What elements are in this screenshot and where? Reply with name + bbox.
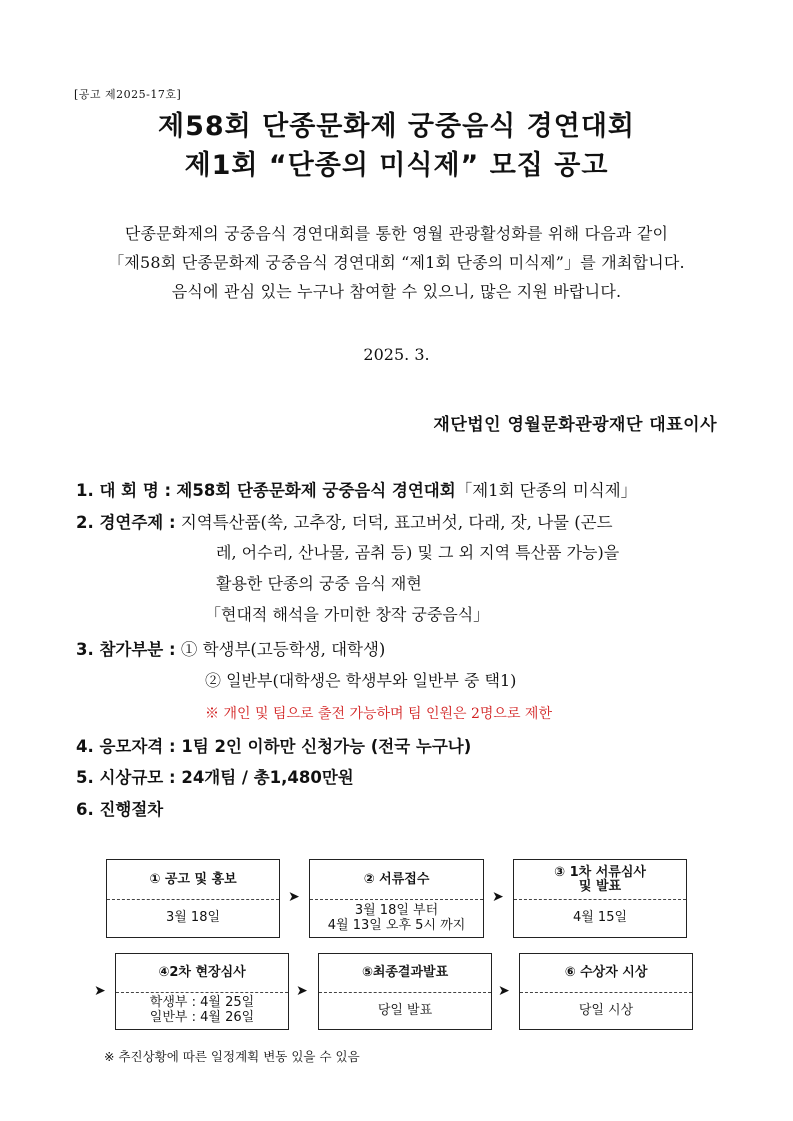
step-title-line: ③ 1차 서류심사 [554, 864, 646, 880]
item-label: 5. 시상규모 : [76, 768, 176, 787]
item-label: 3. 참가부분 : [76, 640, 176, 659]
step-title: ⑤최종결과발표 [319, 954, 491, 993]
footnote: ※ 추진상황에 따른 일정계획 변동 있을 수 있음 [104, 1049, 360, 1064]
process-step-6 [519, 953, 693, 1030]
item-label: 1. 대 회 명 : [76, 481, 172, 500]
process-step-3 [513, 859, 687, 938]
page-title: 제58회 단종문화제 궁중음식 경연대회 [157, 111, 635, 142]
process-step-4 [115, 953, 289, 1030]
item-label: 6. 진행절차 [76, 800, 164, 819]
item-category [76, 636, 385, 660]
item-eligibility [76, 733, 471, 757]
process-step-1 [106, 859, 280, 938]
item-value: 24개팀 / 총1,480만원 [181, 768, 354, 787]
theme-line: 레, 어수리, 산나물, 곰취 등) 및 그 외 지역 특산품 가능)을 [216, 543, 620, 562]
announcement-date: 2025. 3. [363, 345, 430, 364]
step-title: ⑥ 수상자 시상 [520, 954, 692, 993]
arrow-icon: ➤ [492, 889, 504, 905]
step-title-line: 및 발표 [578, 878, 622, 894]
item-theme [76, 509, 613, 533]
item-label: 4. 응모자격 : [76, 737, 176, 756]
item-value: ① 학생부(고등학생, 대학생) [180, 640, 386, 659]
step-title [514, 860, 686, 900]
theme-line: 「현대적 해석을 가미한 창작 궁중음식」 [205, 605, 490, 624]
step-title: ① 공고 및 홍보 [107, 860, 279, 900]
arrow-icon: ➤ [296, 983, 308, 999]
theme-line: 활용한 단종의 궁중 음식 재현 [216, 574, 422, 593]
item-process [76, 796, 163, 820]
process-step-5 [318, 953, 492, 1030]
step-detail: 3월 18일 부터 [354, 902, 439, 918]
item-prize [76, 764, 354, 788]
item-value: 1팀 2인 이하만 신청가능 (전국 누구나) [181, 737, 472, 756]
notice-number: [공고 제2025-17호] [74, 88, 182, 101]
step-detail: 당일 발표 [377, 1002, 433, 1018]
arrow-icon: ➤ [288, 889, 300, 905]
category-note: ※ 개인 및 팀으로 출전 가능하며 팀 인원은 2명으로 제한 [205, 706, 552, 722]
step-detail: 3월 18일 [165, 910, 221, 925]
step-detail: 학생부 : 4월 25일 [149, 995, 255, 1010]
step-title: ④2차 현장심사 [116, 954, 288, 993]
step-detail: 4월 13일 오후 5시 까지 [327, 917, 466, 933]
item-event-name [76, 477, 637, 501]
arrow-icon: ➤ [498, 983, 510, 999]
intro-line: 단종문화제의 궁중음식 경연대회를 통한 영월 관광활성화를 위해 다음과 같이 [124, 224, 669, 243]
arrow-icon: ➤ [94, 983, 106, 999]
step-title: ② 서류접수 [310, 860, 483, 900]
item-value-extra: 「제1회 단종의 미식제」 [455, 481, 638, 500]
intro-line: 「제58회 단종문화제 궁중음식 경연대회 “제1회 단종의 미식제”」를 개최합니다. [108, 253, 685, 272]
process-step-2 [309, 859, 484, 938]
page-subtitle: 제1회 “단종의 미식제” 모집 공고 [184, 150, 609, 181]
item-value: 지역특산품(쑥, 고추장, 더덕, 표고버섯, 다래, 잣, 나물 (곤드 [180, 513, 613, 532]
item-label: 2. 경연주제 : [76, 513, 176, 532]
category-option: ② 일반부(대학생은 학생부와 일반부 중 택1) [205, 671, 517, 690]
step-detail: 당일 시상 [578, 1002, 634, 1018]
step-detail: 일반부 : 4월 26일 [149, 1010, 255, 1025]
step-detail: 4월 15일 [572, 910, 628, 925]
organization-signature: 재단법인 영월문화관광재단 대표이사 [433, 415, 717, 435]
item-value: 제58회 단종문화제 궁중음식 경연대회 [176, 481, 456, 500]
intro-line: 음식에 관심 있는 누구나 참여할 수 있으니, 많은 지원 바랍니다. [171, 282, 622, 301]
intro-paragraph [0, 219, 793, 306]
